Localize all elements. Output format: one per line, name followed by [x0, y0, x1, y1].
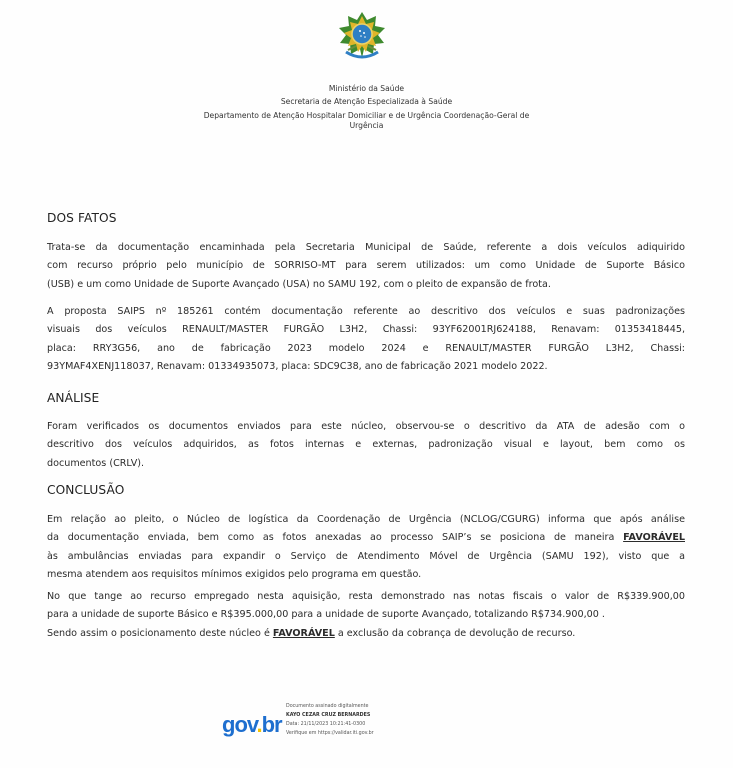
secretariat-name: Secretaria de Atenção Especializada à Saúde [280, 97, 453, 106]
text-line: 93YMAF4XENJ118037, Renavam: 01334935073, placa: SDC9C38, ano de fabricação 2021 modelo 2022. [47, 361, 548, 373]
analise-paragraph [47, 418, 685, 473]
signature-date: Data: 21/11/2023 10:21:41-0300 [286, 722, 366, 727]
signer-name: KAYO CEZAR CRUZ BERNARDES [286, 713, 371, 718]
verify-link[interactable]: Verifique em https://validar.iti.gov.br [286, 731, 374, 736]
fatos-paragraph-1 [47, 239, 685, 294]
text-line [47, 529, 685, 547]
favoravel-emphasis: FAVORÁVEL [623, 532, 685, 544]
signature-label: Documento assinado digitalmente [286, 704, 369, 709]
text-segment: da documentação enviada, bem como as fotos anexadas ao processo SAIP’s se posiciona de maneira [47, 532, 624, 544]
gov-br-logo [222, 712, 282, 738]
text-line: Em relação ao pleito, o Núcleo de logística da Coordenação de Urgência (NCLOG/CGURG) informa que após análise [47, 514, 685, 525]
conclusao-paragraph-2 [47, 588, 685, 643]
text-line [47, 625, 685, 643]
conclusao-paragraph-1 [47, 511, 685, 585]
logo-gov: gov [222, 712, 257, 737]
department-name-cont: Urgência [349, 121, 384, 130]
text-segment: a exclusão da cobrança de devolução de recurso. [334, 627, 576, 639]
text-segment: Sendo assim o posicionamento deste núcleo é [47, 627, 273, 639]
section-title-fatos: DOS FATOS [47, 211, 117, 225]
text-line: visuais dos veículos RENAULT/MASTER FURGÃO L3H2, Chassi: 93YF62001RJ624188, Renavam: 01353418445, [47, 324, 685, 336]
department-name: Departamento de Atenção Hospitalar Domiciliar e de Urgência Coordenação-Geral de [203, 111, 530, 120]
text-line: descritivo dos veículos adquiridos, as fotos internas e externas, padronização visual e layout, bem como os [47, 439, 685, 451]
text-line: com recurso próprio pelo município de SORRISO-MT para serem utilizados: um como Unidade de Suporte Básico [47, 260, 685, 272]
digital-signature-block [222, 700, 442, 750]
text-line: para a unidade de suporte Básico e R$395.000,00 para a unidade de suporte Avançado, totalizando R$734.900,00 . [47, 609, 605, 621]
logo-br: br [261, 712, 282, 737]
fatos-paragraph-2 [47, 303, 685, 377]
brazil-coat-of-arms-icon [336, 10, 388, 62]
text-line: (USB) e um como Unidade de Suporte Avançado (USA) no SAMU 192, com o pleito de expansão de frota. [47, 278, 551, 290]
text-line: A proposta SAIPS nº 185261 contém documentação referente ao descritivo dos veículos e suas padronizações [47, 306, 685, 317]
section-title-analise: ANÁLISE [47, 391, 100, 405]
favoravel-emphasis: FAVORÁVEL [272, 627, 335, 639]
signature-details [286, 702, 374, 738]
section-title-conclusao: CONCLUSÃO [47, 483, 125, 497]
text-line: mesma atendem aos requisitos mínimos exigidos pelo programa em questão. [47, 569, 422, 581]
text-line: Trata-se da documentação encaminhada pela Secretaria Municipal de Saúde, referente a dois veículos adiquirido [47, 242, 685, 253]
text-line: documentos (CRLV). [47, 457, 145, 469]
text-line: às ambulâncias enviadas para expandir o Serviço de Atendimento Móvel de Urgência (SAMU 192), visto que a [47, 550, 685, 562]
ministry-name: Ministério da Saúde [328, 84, 405, 93]
text-line: Foram verificados os documentos enviados para este núcleo, observou-se o descritivo da ATA de adesão com o [47, 421, 685, 432]
logo-dot: . [256, 712, 262, 737]
text-line: No que tange ao recurso empregado nesta aquisição, resta demonstrado nas notas fiscais o valor de R$339.900,00 [47, 591, 685, 602]
text-line: placa: RRY3G56, ano de fabricação 2023 modelo 2024 e RENAULT/MASTER FURGÃO L3H2, Chassi: [47, 342, 685, 354]
